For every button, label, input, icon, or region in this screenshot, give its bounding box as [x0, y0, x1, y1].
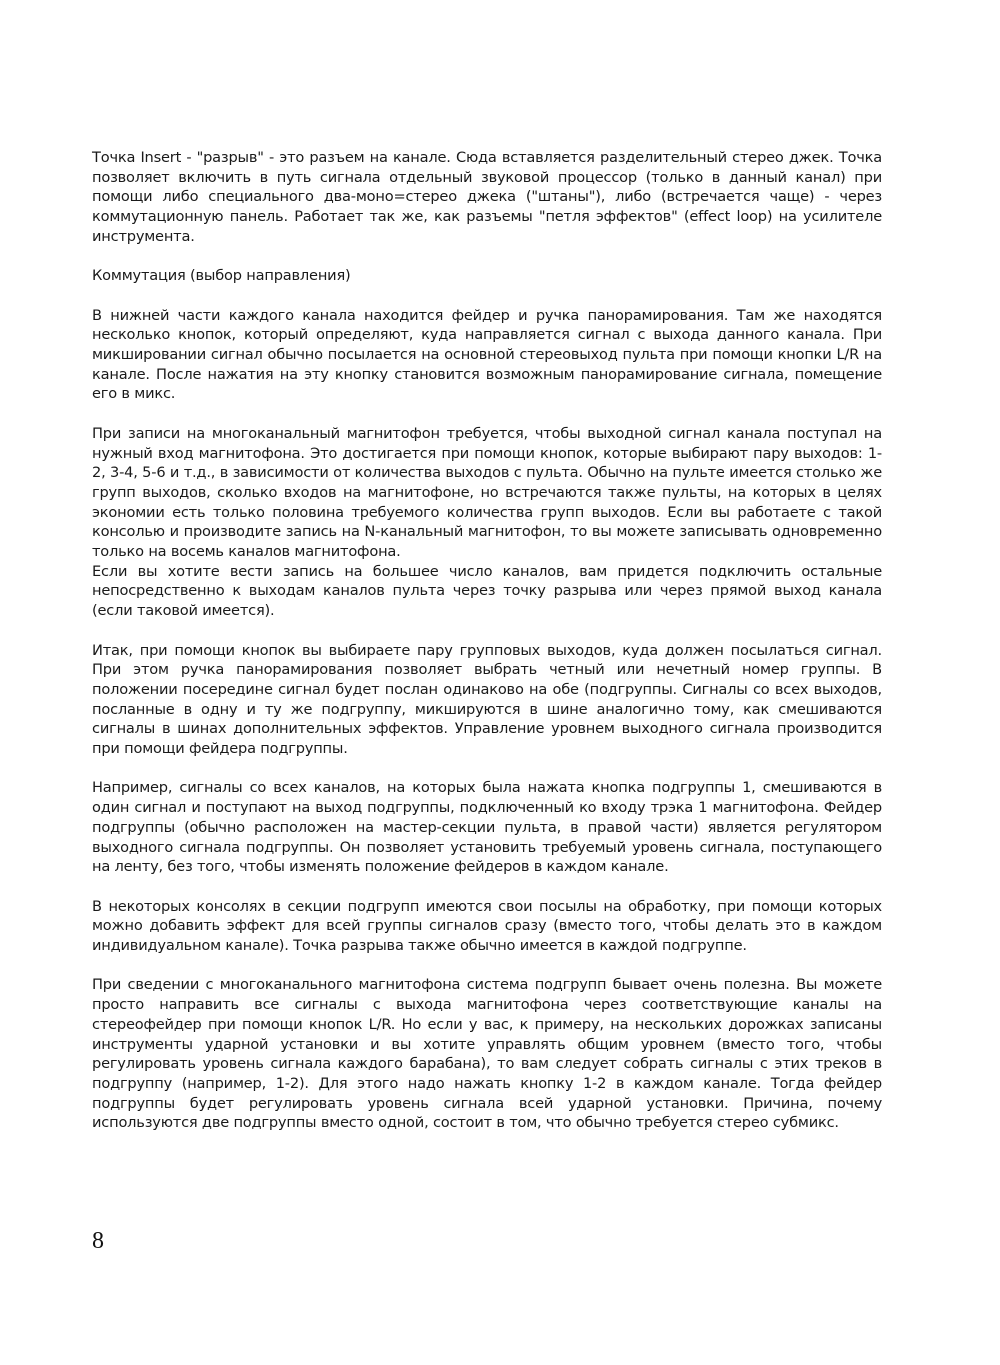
section-heading-routing: Коммутация (выбор направления) [92, 267, 351, 285]
paragraph-multitrack-recording: При записи на многоканальный магнитофон требуется, чтобы выходной сигнал канала поступал на нужный вход магнитофона. Это достигается при помощи кнопок, которые выбирают пару выходов: 1-2, 3-4, 5-6 и т.д., в зависимости от количества выходов с пульта. Обычно на пульте имеется столько же групп выходов, сколько входов на магнитофоне, но встречаются также пульты, на которых в целях экономии есть только половина требуемого количества групп выходов. Если вы работаете с такой консолью и производите запись на N-канальный магнитофон, то вы можете записывать одновременно только на восемь каналов магнитофона. [92, 424, 882, 561]
paragraph-mixdown-subgroups: При сведении с многоканального магнитофона система подгрупп бывает очень полезна. Вы можете просто направить все сигналы с выхода магнитофона через соответствующие каналы на стереофейдер при помощи кнопок L/R. Но если у вас, к примеру, на нескольких дорожках записаны инструменты ударной установки и вы хотите управлять общим уровнем (вместо того, чтобы регулировать уровень сигнала каждого барабана), то вам следует собрать сигналы с этих треков в подгруппу (например, 1-2). Для этого надо нажать кнопку 1-2 в каждом канале. Тогда фейдер подгруппы будет регулировать уровень сигнала всей ударной установки. Причина, почему используются две подгруппы вместо одной, состоит в том, что обычно требуется стерео субмикс. [92, 976, 882, 1132]
paragraph-fader-pan: В нижней части каждого канала находится фейдер и ручка панорамирования. Там же находятся несколько кнопок, который определяют, куда направляется сигнал с выхода данного канала. При микшировании сигнал обычно посылается на основной стереовыход пульта при помощи кнопки L/R на канале. После нажатия на эту кнопку становится возможным панорамирование сигнала, помещение его в микс. [92, 306, 882, 403]
document-page [92, 148, 882, 1153]
paragraph-subgroup-sends: В некоторых консолях в секции подгрупп имеются свои посылы на обработку, при помощи которых можно добавить эффект для всей группы сигналов сразу (вместо того, чтобы делать это в каждом индивидуальном канале). Точка разрыва также обычно имеется в каждой подгруппе. [92, 897, 882, 955]
paragraph-insert-point: Точка Insert - "разрыв" - это разъем на канале. Сюда вставляется разделительный стерео джек. Точка позволяет включить в путь сигнала отдельный звуковой процессор (только в данный канал) при помощи либо специального два-моно=стерео джека ("штаны"), либо (встречается чаще) - через коммутационную панель. Работает так же, как разъемы "петля эффектов" (effect loop) на усилителе инструмента. [92, 149, 882, 245]
paragraph-more-channels: Если вы хотите вести запись на большее число каналов, вам придется подключить остальные непосредственно к выходам каналов пульта через точку разрыва или через прямой выход канала (если таковой имеется). [92, 562, 882, 620]
page-number: 8 [92, 1228, 104, 1254]
paragraph-group-outputs: Итак, при помощи кнопок вы выбираете пару групповых выходов, куда должен посылаться сигнал. При этом ручка панорамирования позволяет выбрать четный или нечетный номер группы. В положении посередине сигнал будет послан одинаково на обе (подгруппы. Сигналы со всех выходов, посланные в одну и ту же подгруппу, микшируются в шине аналогично тому, как смешиваются сигналы в шинах дополнительных эффектов. Управление уровнем выходного сигнала производится при помощи фейдера подгруппы. [92, 641, 882, 758]
paragraph-subgroup-example: Например, сигналы со всех каналов, на которых была нажата кнопка подгруппы 1, смешиваются в один сигнал и поступают на выход подгруппы, подключенный ко входу трэка 1 магнитофона. Фейдер подгруппы (обычно расположен на мастер-секции пульта, в правой части) является регулятором выходного сигнала подгруппы. Он позволяет установить требуемый уровень сигнала, поступающего на ленту, без того, чтобы изменять положение фейдеров в каждом канале. [92, 779, 882, 876]
